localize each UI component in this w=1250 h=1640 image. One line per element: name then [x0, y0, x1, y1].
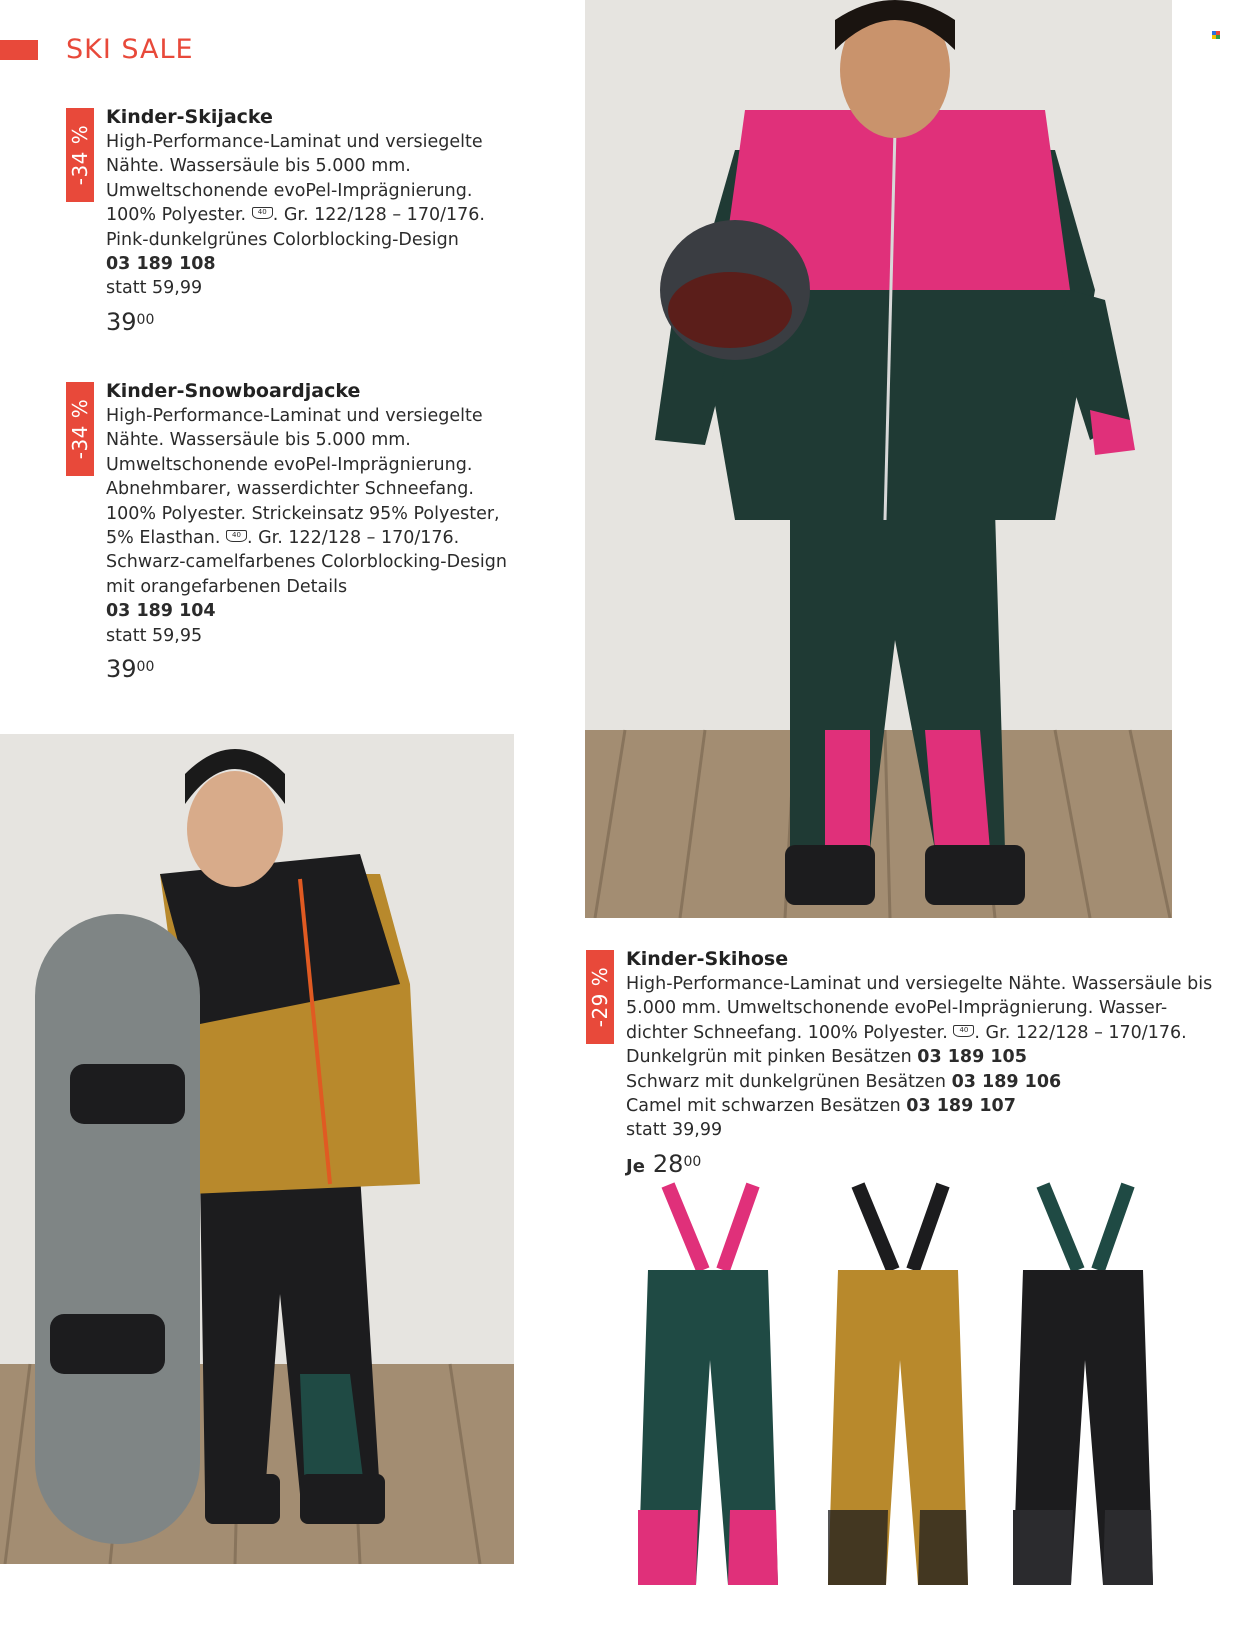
product-description-line: High-Performance-Laminat und versiegelte [106, 132, 483, 152]
product-description-line: Umweltschonende evoPel-Imprägnierung. [106, 454, 473, 475]
wash-40-icon: 40 [252, 207, 273, 219]
product-description-line: mit orangefarbenen Details [106, 576, 348, 597]
variant-label: Camel mit schwarzen Besätzen [626, 1096, 901, 1117]
size-text: . Gr. 122/128 – 170/176. [974, 1022, 1187, 1043]
photo-ski-pants-variants [618, 1180, 1182, 1600]
photo-girl-ski-jacket [585, 0, 1172, 918]
variant-label: Schwarz mit dunkelgrünen Besätzen [626, 1071, 946, 1092]
price-main: 28 [652, 1149, 684, 1178]
variant-line [626, 1070, 1186, 1094]
article-number: 03 189 106 [951, 1071, 1062, 1092]
page-title: SKI SALE [66, 34, 194, 65]
price-cents: 00 [136, 659, 155, 676]
price-prefix: Je [626, 1155, 645, 1177]
price-cents: 00 [136, 311, 155, 328]
product-description-line: High-Performance-Laminat und versiegelte Nähte. Wassersäule bis [626, 974, 1213, 994]
material-text: 5% Elasthan. [106, 528, 221, 549]
price [626, 1149, 1186, 1182]
product-ski-pants [626, 946, 1213, 1182]
wash-40-icon: 40 [226, 530, 247, 542]
size-text: . Gr. 122/128 – 170/176. [272, 205, 485, 226]
old-price: statt 39,99 [626, 1120, 723, 1141]
variant-label: Dunkelgrün mit pinken Besätzen [626, 1047, 912, 1068]
product-name: Kinder-Skijacke [106, 106, 273, 128]
wash-40-icon: 40 [953, 1025, 974, 1037]
price-main: 39 [106, 307, 137, 336]
price [106, 654, 546, 684]
price-cents: 00 [683, 1153, 702, 1170]
product-material-line [626, 1021, 1186, 1045]
product-material-line [106, 203, 526, 227]
color-registration-mark [1212, 31, 1220, 39]
variant-line [626, 1045, 1186, 1069]
product-ski-jacket [106, 104, 526, 337]
article-number: 03 189 104 [106, 601, 216, 622]
discount-badge: -34 % [66, 108, 94, 202]
old-price: statt 59,99 [106, 278, 203, 299]
product-description-line: 100% Polyester. Strickeinsatz 95% Polyester, [106, 503, 500, 524]
discount-badge: -34 % [66, 382, 94, 476]
variant-line [626, 1094, 1186, 1118]
article-number: 03 189 105 [917, 1047, 1027, 1068]
size-text: . Gr. 122/128 – 170/176. [247, 528, 460, 549]
product-description-line: Abnehmbarer, wasserdichter Schneefang. [106, 479, 474, 500]
product-snowboard-jacket [106, 378, 546, 684]
material-text: 100% Polyester. [106, 205, 247, 226]
product-description-line: 5.000 mm. Umweltschonende evoPel-Imprägnierung. Wasser- [626, 998, 1168, 1019]
article-number: 03 189 107 [906, 1096, 1016, 1117]
old-price: statt 59,95 [106, 625, 203, 646]
product-description-line: Umweltschonende evoPel-Imprägnierung. [106, 180, 473, 201]
product-description-line: High-Performance-Laminat und versiegelte [106, 406, 483, 426]
material-text: dichter Schneefang. 100% Polyester. [626, 1022, 948, 1043]
price-main: 39 [106, 655, 137, 684]
product-name: Kinder-Snowboardjacke [106, 380, 361, 402]
product-name: Kinder-Skihose [626, 948, 789, 970]
product-material-line [106, 526, 546, 550]
accent-bar [0, 40, 38, 60]
product-description-line: Nähte. Wassersäule bis 5.000 mm. [106, 156, 411, 177]
product-description-line: Schwarz-camelfarbenes Colorblocking-Design [106, 552, 507, 573]
product-description-line: Nähte. Wassersäule bis 5.000 mm. [106, 430, 411, 451]
photo-boy-snowboard-jacket [0, 734, 514, 1564]
article-number: 03 189 108 [106, 254, 216, 275]
discount-badge: -29 % [586, 950, 614, 1044]
price [106, 307, 526, 337]
product-description-line: Pink-dunkelgrünes Colorblocking-Design [106, 229, 459, 250]
